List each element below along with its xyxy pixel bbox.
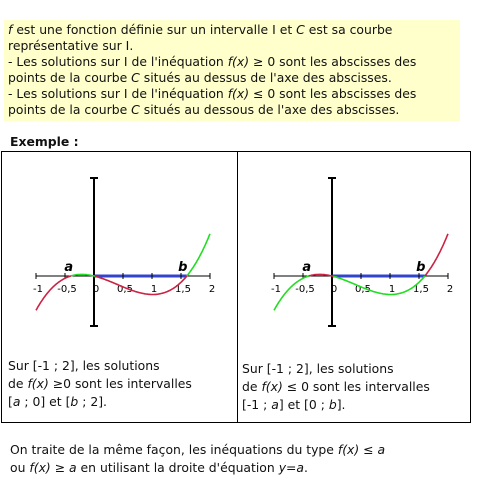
caption-right: [242, 360, 430, 414]
point-label-b: b: [178, 260, 188, 275]
caption-left: [8, 357, 192, 411]
curve-segment: [330, 276, 425, 295]
fx-symbol: f(x): [227, 86, 250, 101]
caption-text: ].: [336, 397, 346, 412]
exemple-title: Exemple :: [10, 134, 79, 149]
caption-right-line-1: Sur [-1 ; 2], les solutions: [242, 361, 394, 376]
intro-text: ≥ 0 sont les abscisses des points de la courbe: [8, 54, 417, 85]
caption-text: ≤ 0 sont les intervalles: [282, 379, 430, 394]
fx-symbol: f(x): [29, 460, 51, 475]
point-label-a: a: [64, 260, 74, 275]
outro-span: .: [304, 460, 308, 475]
caption-left-line-1: Sur [-1 ; 2], les solutions: [8, 358, 160, 373]
x-tick-label: -0,5: [295, 284, 315, 295]
x-tick-label: 2: [208, 284, 216, 295]
var-a: a: [271, 397, 279, 412]
x-tick-label: 0,5: [355, 284, 371, 295]
x-tick-label: 0: [330, 284, 338, 295]
c-symbol: C: [131, 70, 140, 85]
x-tick-label: 0,5: [117, 284, 133, 295]
outro-line-2: [10, 459, 385, 477]
outro-span: ≥: [50, 460, 70, 475]
var-y: y: [278, 460, 287, 475]
x-tick-label: -0,5: [57, 284, 77, 295]
caption-text: ; 0] et [: [20, 394, 71, 409]
caption-text: de: [242, 379, 262, 394]
intro-line-1: [8, 22, 456, 54]
x-tick-label: -1: [271, 284, 281, 295]
intro-box: [4, 20, 460, 121]
point-label-b: b: [416, 260, 426, 275]
intro-line-2: [8, 54, 456, 86]
caption-left-line-3: [8, 393, 192, 411]
x-tick-label: 1: [150, 284, 158, 295]
outro-span: ≤: [359, 442, 378, 457]
outro-span: On traite de la même façon, les inéquations du type: [10, 442, 338, 457]
caption-text: [-1 ;: [242, 397, 272, 412]
intro-text: situés au dessus de l'axe des abscisses.: [139, 70, 392, 85]
x-tick-label: 1: [388, 284, 396, 295]
example-frame: [1, 151, 471, 423]
x-tick-label: -1: [33, 284, 43, 295]
var-b: b: [70, 394, 79, 409]
intro-text: situés au dessous de l'axe des abscisses.: [139, 102, 400, 117]
caption-right-line-2: [242, 378, 430, 396]
var-a: a: [377, 442, 386, 457]
outro-span: =: [286, 460, 297, 475]
f-symbol: f: [8, 22, 13, 37]
curve-segment: [92, 276, 187, 295]
x-tick-label: 0: [92, 284, 100, 295]
caption-right-line-3: [242, 396, 430, 414]
graph-right: [246, 166, 470, 346]
fx-symbol: f(x): [27, 376, 49, 391]
var-a: a: [69, 460, 77, 475]
intro-text: est sa courbe représentative sur I.: [8, 22, 393, 53]
outro-line-1: [10, 441, 385, 459]
outro-text: [10, 441, 385, 477]
caption-text: ; 2].: [78, 394, 107, 409]
intro-text: est une fonction définie sur un intervalle I et: [12, 22, 297, 37]
x-tick-label: 1,5: [175, 284, 191, 295]
intro-text: ≤ 0 sont les abscisses des points de la courbe: [8, 86, 417, 117]
var-a: a: [296, 460, 305, 475]
intro-line-3: [8, 86, 456, 118]
intro-text: - Les solutions sur I de l'inéquation: [8, 54, 228, 69]
outro-span: en utilisant la droite d'équation: [76, 460, 279, 475]
caption-text: de: [8, 376, 28, 391]
curve-segment: [187, 234, 210, 276]
fx-symbol: f(x): [337, 442, 360, 457]
var-a: a: [12, 394, 21, 409]
caption-text: ≥0 sont les intervalles: [48, 376, 192, 391]
curve-segment: [425, 234, 448, 276]
frame-divider: [237, 152, 238, 422]
outro-span: ou: [10, 460, 30, 475]
var-b: b: [328, 397, 337, 412]
fx-symbol: f(x): [261, 379, 283, 394]
x-tick-label: 1,5: [413, 284, 429, 295]
graph-left: [8, 166, 232, 346]
point-label-a: a: [302, 260, 312, 275]
c-symbol: C: [296, 22, 305, 37]
caption-text: ] et [0 ;: [278, 397, 329, 412]
x-tick-label: 2: [446, 284, 454, 295]
intro-text: - Les solutions sur I de l'inéquation: [8, 86, 228, 101]
fx-symbol: f(x): [227, 54, 250, 69]
c-symbol: C: [131, 102, 140, 117]
caption-text: [: [8, 394, 13, 409]
caption-left-line-2: [8, 375, 192, 393]
